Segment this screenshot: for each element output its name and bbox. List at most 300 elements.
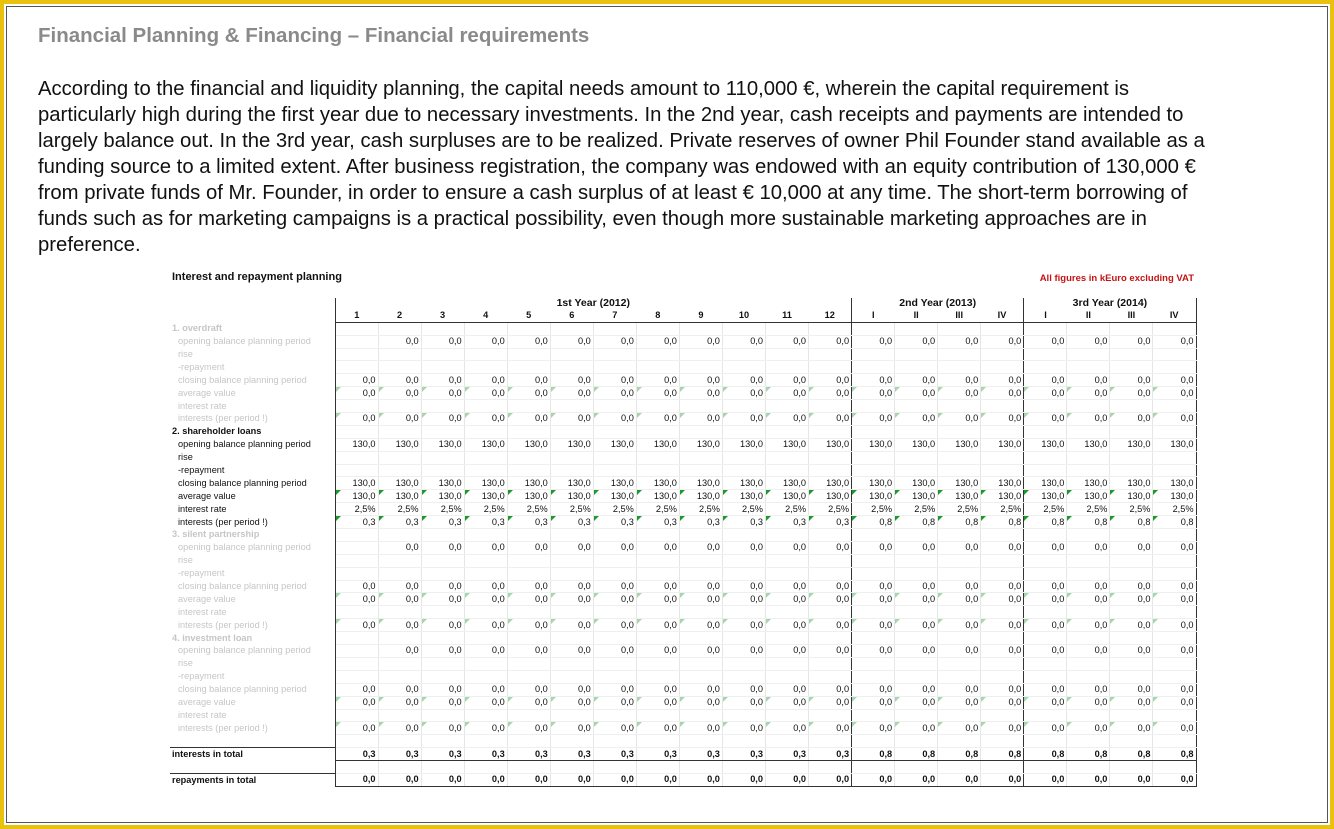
value-cell bbox=[636, 348, 679, 361]
value-cell: 0,0 bbox=[809, 683, 852, 696]
value-cell bbox=[765, 709, 808, 722]
value-cell: 0,0 bbox=[335, 619, 378, 632]
value-cell bbox=[938, 348, 981, 361]
value-cell bbox=[1067, 606, 1110, 619]
value-cell bbox=[1110, 451, 1153, 464]
value-cell bbox=[1024, 361, 1067, 374]
value-cell bbox=[507, 554, 550, 567]
value-cell: 130,0 bbox=[378, 438, 421, 451]
value-cell: 0,0 bbox=[981, 335, 1024, 348]
value-cell: 0,0 bbox=[335, 387, 378, 400]
cell bbox=[421, 322, 464, 335]
period-header: IV bbox=[981, 310, 1024, 322]
value-cell bbox=[679, 361, 722, 374]
value-cell bbox=[722, 709, 765, 722]
value-cell: 0,0 bbox=[378, 335, 421, 348]
value-cell: 0,0 bbox=[636, 683, 679, 696]
cell bbox=[765, 322, 808, 335]
total-label: repayments in total bbox=[170, 773, 335, 786]
value-cell bbox=[636, 464, 679, 477]
value-cell bbox=[938, 606, 981, 619]
value-cell bbox=[809, 400, 852, 413]
value-cell bbox=[421, 348, 464, 361]
period-header: 6 bbox=[550, 310, 593, 322]
value-cell: 2,5% bbox=[550, 503, 593, 516]
total-value: 0,0 bbox=[895, 773, 938, 786]
cell bbox=[1153, 761, 1196, 774]
cell bbox=[1067, 632, 1110, 645]
value-cell bbox=[507, 606, 550, 619]
interest-repayment-sheet bbox=[170, 268, 1196, 792]
value-cell bbox=[593, 606, 636, 619]
total-value: 0,0 bbox=[722, 773, 765, 786]
value-cell bbox=[636, 657, 679, 670]
total-row bbox=[170, 773, 1196, 786]
value-cell: 0,0 bbox=[981, 645, 1024, 658]
value-cell: 130,0 bbox=[852, 438, 895, 451]
value-cell bbox=[981, 554, 1024, 567]
value-cell: 0,0 bbox=[765, 696, 808, 709]
value-cell bbox=[809, 361, 852, 374]
total-value: 0,0 bbox=[1110, 773, 1153, 786]
value-cell bbox=[809, 554, 852, 567]
value-cell: 0,0 bbox=[722, 619, 765, 632]
table-row bbox=[170, 670, 1196, 683]
cell bbox=[981, 735, 1024, 748]
value-cell: 0,0 bbox=[1024, 374, 1067, 387]
value-cell: 0,0 bbox=[464, 696, 507, 709]
row-label: opening balance planning period bbox=[170, 645, 335, 658]
cell bbox=[378, 632, 421, 645]
row-label: average value bbox=[170, 696, 335, 709]
value-cell bbox=[550, 464, 593, 477]
value-cell: 0,0 bbox=[335, 580, 378, 593]
value-cell: 0,8 bbox=[938, 516, 981, 529]
value-cell: 130,0 bbox=[1067, 477, 1110, 490]
total-value: 0,3 bbox=[593, 748, 636, 761]
table-row bbox=[170, 464, 1196, 477]
value-cell: 130,0 bbox=[938, 490, 981, 503]
value-cell bbox=[464, 348, 507, 361]
table-row bbox=[170, 722, 1196, 735]
value-cell bbox=[507, 361, 550, 374]
value-cell: 2,5% bbox=[679, 503, 722, 516]
cell bbox=[507, 322, 550, 335]
total-value: 0,8 bbox=[1067, 748, 1110, 761]
value-cell: 2,5% bbox=[765, 503, 808, 516]
cell bbox=[852, 735, 895, 748]
value-cell: 0,0 bbox=[895, 387, 938, 400]
value-cell bbox=[593, 400, 636, 413]
total-value: 0,8 bbox=[938, 748, 981, 761]
row-label: closing balance planning period bbox=[170, 477, 335, 490]
value-cell: 0,0 bbox=[938, 580, 981, 593]
total-value: 0,0 bbox=[938, 773, 981, 786]
value-cell: 0,0 bbox=[938, 593, 981, 606]
cell bbox=[593, 632, 636, 645]
value-cell bbox=[335, 567, 378, 580]
period-header: 8 bbox=[636, 310, 679, 322]
value-cell bbox=[765, 606, 808, 619]
cell bbox=[1024, 632, 1067, 645]
value-cell bbox=[895, 670, 938, 683]
cell bbox=[1110, 632, 1153, 645]
table-row bbox=[170, 503, 1196, 516]
value-cell: 130,0 bbox=[550, 477, 593, 490]
value-cell bbox=[938, 709, 981, 722]
value-cell: 130,0 bbox=[895, 438, 938, 451]
value-cell: 0,0 bbox=[464, 374, 507, 387]
value-cell bbox=[1110, 709, 1153, 722]
value-cell bbox=[1067, 554, 1110, 567]
value-cell: 0,3 bbox=[636, 516, 679, 529]
value-cell: 2,5% bbox=[852, 503, 895, 516]
period-header: 10 bbox=[722, 310, 765, 322]
value-cell bbox=[852, 670, 895, 683]
value-cell: 0,0 bbox=[550, 619, 593, 632]
value-cell bbox=[593, 657, 636, 670]
cell bbox=[722, 735, 765, 748]
value-cell bbox=[852, 451, 895, 464]
value-cell: 0,0 bbox=[507, 619, 550, 632]
value-cell: 0,0 bbox=[679, 683, 722, 696]
value-cell: 0,0 bbox=[1067, 645, 1110, 658]
value-cell: 0,0 bbox=[1067, 335, 1110, 348]
value-cell bbox=[550, 709, 593, 722]
value-cell: 0,0 bbox=[809, 722, 852, 735]
value-cell: 0,0 bbox=[1067, 541, 1110, 554]
value-cell bbox=[1024, 657, 1067, 670]
cell bbox=[378, 735, 421, 748]
value-cell: 0,0 bbox=[421, 335, 464, 348]
value-cell bbox=[679, 348, 722, 361]
value-cell bbox=[335, 335, 378, 348]
value-cell: 0,0 bbox=[1067, 374, 1110, 387]
value-cell bbox=[335, 670, 378, 683]
value-cell: 0,0 bbox=[765, 387, 808, 400]
value-cell bbox=[1153, 464, 1196, 477]
value-cell: 0,0 bbox=[335, 722, 378, 735]
value-cell: 0,0 bbox=[722, 374, 765, 387]
value-cell bbox=[679, 606, 722, 619]
value-cell: 0,0 bbox=[335, 696, 378, 709]
cell bbox=[809, 322, 852, 335]
value-cell bbox=[1110, 606, 1153, 619]
value-cell: 0,0 bbox=[636, 645, 679, 658]
period-header: 12 bbox=[809, 310, 852, 322]
value-cell: 0,3 bbox=[722, 516, 765, 529]
total-value: 0,0 bbox=[981, 773, 1024, 786]
cell bbox=[679, 529, 722, 542]
value-cell: 0,0 bbox=[809, 593, 852, 606]
year-header: 3rd Year (2014) bbox=[1024, 298, 1196, 310]
value-cell: 130,0 bbox=[550, 490, 593, 503]
value-cell bbox=[722, 657, 765, 670]
value-cell: 2,5% bbox=[378, 503, 421, 516]
cell bbox=[722, 425, 765, 438]
value-cell: 130,0 bbox=[895, 490, 938, 503]
value-cell: 0,0 bbox=[765, 413, 808, 426]
value-cell: 0,0 bbox=[378, 541, 421, 554]
value-cell bbox=[895, 451, 938, 464]
value-cell bbox=[938, 361, 981, 374]
value-cell: 0,0 bbox=[981, 374, 1024, 387]
cell bbox=[765, 735, 808, 748]
table-row bbox=[170, 657, 1196, 670]
value-cell: 0,0 bbox=[895, 683, 938, 696]
value-cell: 0,0 bbox=[593, 722, 636, 735]
value-cell bbox=[852, 709, 895, 722]
value-cell: 0,0 bbox=[421, 541, 464, 554]
value-cell bbox=[636, 451, 679, 464]
value-cell bbox=[1153, 606, 1196, 619]
value-cell: 0,8 bbox=[1153, 516, 1196, 529]
value-cell: 0,0 bbox=[765, 722, 808, 735]
value-cell: 0,0 bbox=[895, 696, 938, 709]
value-cell: 0,0 bbox=[421, 374, 464, 387]
value-cell bbox=[1067, 567, 1110, 580]
value-cell: 0,0 bbox=[852, 335, 895, 348]
value-cell bbox=[636, 670, 679, 683]
value-cell: 0,0 bbox=[636, 696, 679, 709]
value-cell: 0,0 bbox=[1067, 696, 1110, 709]
period-header: III bbox=[1110, 310, 1153, 322]
value-cell: 0,0 bbox=[550, 645, 593, 658]
value-cell bbox=[593, 464, 636, 477]
value-cell: 0,0 bbox=[1024, 593, 1067, 606]
value-cell bbox=[421, 657, 464, 670]
total-value: 0,8 bbox=[981, 748, 1024, 761]
section-header-row bbox=[170, 425, 1196, 438]
value-cell: 0,0 bbox=[679, 645, 722, 658]
value-cell: 0,0 bbox=[593, 619, 636, 632]
value-cell: 0,0 bbox=[421, 619, 464, 632]
value-cell bbox=[852, 657, 895, 670]
value-cell: 0,0 bbox=[1024, 683, 1067, 696]
value-cell bbox=[895, 567, 938, 580]
value-cell: 0,0 bbox=[938, 413, 981, 426]
intro-line: particularly high during the first year due to necessary investments. In the 2nd year, cash receipts and payments are intended to bbox=[38, 104, 1184, 126]
value-cell: 0,0 bbox=[593, 580, 636, 593]
cell bbox=[335, 761, 378, 774]
year-header-row bbox=[170, 298, 1196, 310]
planning-table bbox=[170, 298, 1197, 787]
value-cell: 130,0 bbox=[938, 438, 981, 451]
value-cell: 0,0 bbox=[1110, 541, 1153, 554]
total-value: 0,0 bbox=[378, 773, 421, 786]
value-cell bbox=[421, 464, 464, 477]
value-cell bbox=[1110, 361, 1153, 374]
value-cell: 0,0 bbox=[765, 580, 808, 593]
cell bbox=[421, 425, 464, 438]
value-cell bbox=[895, 361, 938, 374]
cell bbox=[1110, 322, 1153, 335]
value-cell: 0,0 bbox=[895, 580, 938, 593]
value-cell bbox=[852, 361, 895, 374]
value-cell: 0,0 bbox=[895, 593, 938, 606]
row-label: -repayment bbox=[170, 567, 335, 580]
value-cell: 0,0 bbox=[981, 387, 1024, 400]
value-cell: 0,0 bbox=[378, 387, 421, 400]
cell bbox=[938, 761, 981, 774]
intro-paragraph bbox=[38, 76, 1308, 258]
value-cell: 0,0 bbox=[464, 387, 507, 400]
value-cell bbox=[1067, 464, 1110, 477]
value-cell: 0,0 bbox=[464, 722, 507, 735]
period-header-row bbox=[170, 310, 1196, 322]
value-cell: 130,0 bbox=[636, 438, 679, 451]
value-cell bbox=[593, 451, 636, 464]
value-cell: 0,0 bbox=[809, 413, 852, 426]
value-cell: 0,0 bbox=[679, 541, 722, 554]
value-cell: 0,0 bbox=[981, 593, 1024, 606]
section-title: 2. shareholder loans bbox=[170, 425, 335, 438]
period-header: 4 bbox=[464, 310, 507, 322]
value-cell bbox=[809, 606, 852, 619]
cell bbox=[938, 425, 981, 438]
value-cell bbox=[378, 657, 421, 670]
value-cell: 130,0 bbox=[765, 490, 808, 503]
value-cell bbox=[938, 400, 981, 413]
value-cell: 0,0 bbox=[809, 335, 852, 348]
value-cell bbox=[679, 567, 722, 580]
cell bbox=[170, 761, 335, 774]
cell bbox=[464, 761, 507, 774]
value-cell: 0,0 bbox=[550, 696, 593, 709]
value-cell bbox=[679, 451, 722, 464]
value-cell: 130,0 bbox=[1067, 438, 1110, 451]
value-cell: 0,0 bbox=[636, 374, 679, 387]
value-cell: 2,5% bbox=[722, 503, 765, 516]
value-cell bbox=[981, 567, 1024, 580]
value-cell bbox=[679, 400, 722, 413]
period-header: I bbox=[1024, 310, 1067, 322]
value-cell: 0,0 bbox=[765, 335, 808, 348]
value-cell: 0,0 bbox=[852, 387, 895, 400]
section-title: 3. silent partnership bbox=[170, 529, 335, 542]
value-cell bbox=[550, 361, 593, 374]
value-cell: 130,0 bbox=[593, 490, 636, 503]
value-cell: 130,0 bbox=[636, 490, 679, 503]
value-cell bbox=[636, 709, 679, 722]
value-cell: 0,0 bbox=[636, 413, 679, 426]
value-cell bbox=[593, 709, 636, 722]
value-cell: 2,5% bbox=[1153, 503, 1196, 516]
value-cell bbox=[335, 709, 378, 722]
value-cell bbox=[550, 554, 593, 567]
cell bbox=[809, 632, 852, 645]
row-label: interests (per period !) bbox=[170, 413, 335, 426]
value-cell bbox=[722, 400, 765, 413]
value-cell: 0,0 bbox=[421, 722, 464, 735]
value-cell bbox=[981, 657, 1024, 670]
value-cell: 0,0 bbox=[938, 645, 981, 658]
value-cell bbox=[938, 657, 981, 670]
cell bbox=[895, 632, 938, 645]
value-cell: 0,0 bbox=[636, 541, 679, 554]
value-cell bbox=[507, 348, 550, 361]
value-cell bbox=[722, 567, 765, 580]
value-cell: 130,0 bbox=[636, 477, 679, 490]
value-cell: 0,0 bbox=[1024, 541, 1067, 554]
value-cell: 0,3 bbox=[378, 516, 421, 529]
value-cell bbox=[1024, 400, 1067, 413]
value-cell bbox=[765, 400, 808, 413]
value-cell bbox=[1067, 670, 1110, 683]
total-value: 0,8 bbox=[1110, 748, 1153, 761]
cell bbox=[464, 529, 507, 542]
cell bbox=[1110, 425, 1153, 438]
total-value: 0,0 bbox=[507, 773, 550, 786]
value-cell: 130,0 bbox=[981, 438, 1024, 451]
value-cell: 130,0 bbox=[981, 477, 1024, 490]
value-cell bbox=[1153, 657, 1196, 670]
row-label: -repayment bbox=[170, 464, 335, 477]
value-cell: 130,0 bbox=[421, 477, 464, 490]
value-cell: 0,0 bbox=[1110, 413, 1153, 426]
value-cell: 0,0 bbox=[809, 374, 852, 387]
cell bbox=[1024, 322, 1067, 335]
value-cell bbox=[722, 348, 765, 361]
total-value: 0,3 bbox=[636, 748, 679, 761]
row-label: interest rate bbox=[170, 606, 335, 619]
total-value: 0,0 bbox=[1067, 773, 1110, 786]
value-cell bbox=[1153, 400, 1196, 413]
row-label: rise bbox=[170, 348, 335, 361]
value-cell: 0,0 bbox=[679, 722, 722, 735]
value-cell bbox=[895, 606, 938, 619]
value-cell bbox=[421, 451, 464, 464]
value-cell: 0,0 bbox=[550, 580, 593, 593]
value-cell: 0,0 bbox=[765, 593, 808, 606]
value-cell: 0,0 bbox=[722, 683, 765, 696]
cell bbox=[636, 735, 679, 748]
total-value: 0,0 bbox=[809, 773, 852, 786]
value-cell: 0,0 bbox=[1024, 580, 1067, 593]
cell bbox=[679, 322, 722, 335]
cell bbox=[636, 529, 679, 542]
value-cell: 0,0 bbox=[1153, 645, 1196, 658]
value-cell: 0,0 bbox=[981, 683, 1024, 696]
cell bbox=[852, 529, 895, 542]
value-cell: 0,0 bbox=[809, 619, 852, 632]
value-cell: 0,0 bbox=[636, 335, 679, 348]
cell bbox=[1153, 322, 1196, 335]
value-cell: 0,0 bbox=[722, 335, 765, 348]
value-cell bbox=[679, 554, 722, 567]
value-cell: 0,0 bbox=[938, 619, 981, 632]
value-cell: 0,8 bbox=[1110, 516, 1153, 529]
value-cell bbox=[1153, 361, 1196, 374]
value-cell bbox=[981, 606, 1024, 619]
total-value: 0,8 bbox=[1153, 748, 1196, 761]
value-cell: 0,0 bbox=[1110, 580, 1153, 593]
value-cell: 0,0 bbox=[809, 580, 852, 593]
value-cell bbox=[722, 451, 765, 464]
cell bbox=[636, 425, 679, 438]
cell bbox=[679, 761, 722, 774]
value-cell: 130,0 bbox=[1153, 490, 1196, 503]
cell bbox=[593, 529, 636, 542]
table-row bbox=[170, 400, 1196, 413]
value-cell bbox=[1153, 709, 1196, 722]
value-cell: 130,0 bbox=[335, 490, 378, 503]
period-header: IV bbox=[1153, 310, 1196, 322]
value-cell: 130,0 bbox=[852, 477, 895, 490]
value-cell: 0,0 bbox=[852, 374, 895, 387]
value-cell bbox=[335, 657, 378, 670]
cell bbox=[809, 529, 852, 542]
